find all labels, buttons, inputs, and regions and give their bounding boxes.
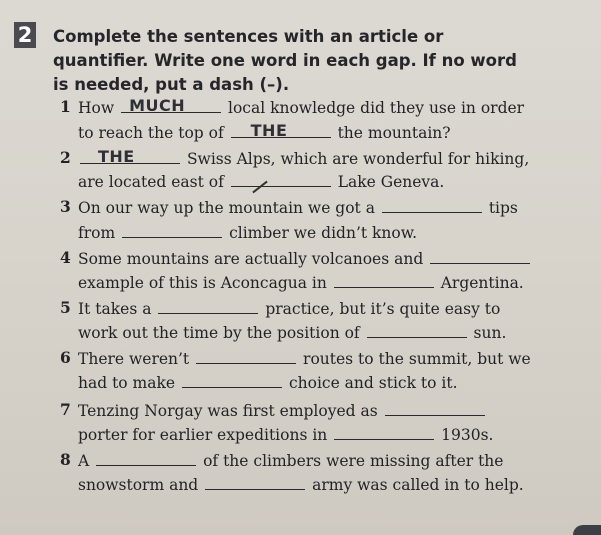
item-number: 1 (60, 97, 71, 116)
sentence-line (78, 248, 532, 269)
sentence-line (78, 171, 444, 192)
answer-gap[interactable] (382, 197, 482, 213)
answer-gap[interactable] (205, 474, 305, 490)
handwritten-answer: THE (250, 121, 288, 140)
sentence-text: climber we didn’t know. (229, 224, 418, 242)
answer-gap[interactable] (196, 348, 296, 364)
sentence-line (78, 197, 518, 218)
sentence-line (78, 298, 500, 319)
sentence-line (78, 372, 458, 393)
answer-gap[interactable] (122, 222, 222, 238)
item-number: 5 (60, 298, 71, 317)
answer-gap[interactable] (231, 122, 331, 138)
item-number: 4 (60, 248, 71, 267)
sentence-text: local knowledge did they use in order (228, 99, 525, 117)
answer-gap[interactable] (334, 424, 434, 440)
sentence-text: It takes a (78, 300, 152, 318)
sentence-text: practice, but it’s quite easy to (265, 300, 501, 318)
instruction-line: is needed, put a dash (–). (53, 75, 290, 94)
answer-gap[interactable] (182, 372, 282, 388)
sentence-text: example of this is Aconcagua in (78, 274, 327, 292)
item-number: 3 (60, 197, 71, 216)
item-number: 8 (60, 450, 71, 469)
sentence-text: of the climbers were missing after the (203, 452, 504, 470)
sentence-text: On our way up the mountain we got a (78, 199, 375, 217)
sentence-line (78, 424, 493, 445)
sentence-line (78, 450, 503, 471)
answer-gap[interactable] (367, 322, 467, 338)
handwritten-dash (252, 181, 267, 194)
page-corner-shadow (573, 525, 601, 535)
sentence-line (78, 222, 417, 243)
sentence-text: Swiss Alps, which are wonderful for hiking, (186, 150, 530, 168)
answer-gap[interactable] (430, 248, 530, 264)
sentence-line (78, 322, 506, 343)
handwritten-answer: THE (98, 147, 135, 166)
answer-gap[interactable] (334, 272, 434, 288)
item-number: 7 (60, 400, 71, 419)
sentence-text: Argentina. (440, 274, 524, 292)
sentence-line (78, 272, 524, 293)
answer-gap[interactable] (96, 450, 196, 466)
sentence-text: Some mountains are actually volcanoes and (78, 250, 424, 268)
handwritten-answer: MUCH (129, 96, 186, 115)
sentence-line (78, 148, 529, 169)
sentence-text: choice and stick to it. (288, 374, 458, 392)
sentence-text: There weren’t (78, 350, 190, 368)
sentence-text: army was called in to help. (312, 476, 524, 494)
sentence-line (78, 400, 487, 421)
sentence-text: are located east of (78, 173, 224, 191)
sentence-text: 1930s. (441, 426, 494, 444)
sentence-text: routes to the summit, but we (303, 350, 531, 368)
item-number: 6 (60, 348, 71, 367)
sentence-text: A (78, 452, 90, 470)
exercise-number-badge: 2 (14, 22, 36, 48)
sentence-line (78, 97, 524, 118)
sentence-line (78, 348, 531, 369)
sentence-text: the mountain? (337, 124, 451, 142)
sentence-text: to reach the top of (78, 124, 224, 142)
sentence-text: Tenzing Norgay was first employed as (78, 402, 378, 420)
sentence-text: work out the time by the position of (78, 324, 360, 342)
sentence-text: tips (488, 199, 518, 217)
answer-gap[interactable] (80, 148, 180, 164)
sentence-line (78, 474, 524, 495)
instruction-line: Complete the sentences with an article or (53, 27, 444, 46)
answer-gap[interactable] (385, 400, 485, 416)
sentence-text: How (78, 99, 115, 117)
answer-gap[interactable] (231, 171, 331, 187)
sentence-text: sun. (473, 324, 507, 342)
item-number: 2 (60, 148, 71, 167)
sentence-text: porter for earlier expeditions in (78, 426, 328, 444)
sentence-text: from (78, 224, 116, 242)
sentence-text: Lake Geneva. (337, 173, 445, 191)
answer-gap[interactable] (158, 298, 258, 314)
exercise-instruction (53, 25, 573, 97)
sentence-line (78, 122, 451, 143)
instruction-line: quantifier. Write one word in each gap. If no word (53, 51, 517, 70)
sentence-text: had to make (78, 374, 176, 392)
answer-gap[interactable] (121, 97, 221, 113)
sentence-text: snowstorm and (78, 476, 199, 494)
